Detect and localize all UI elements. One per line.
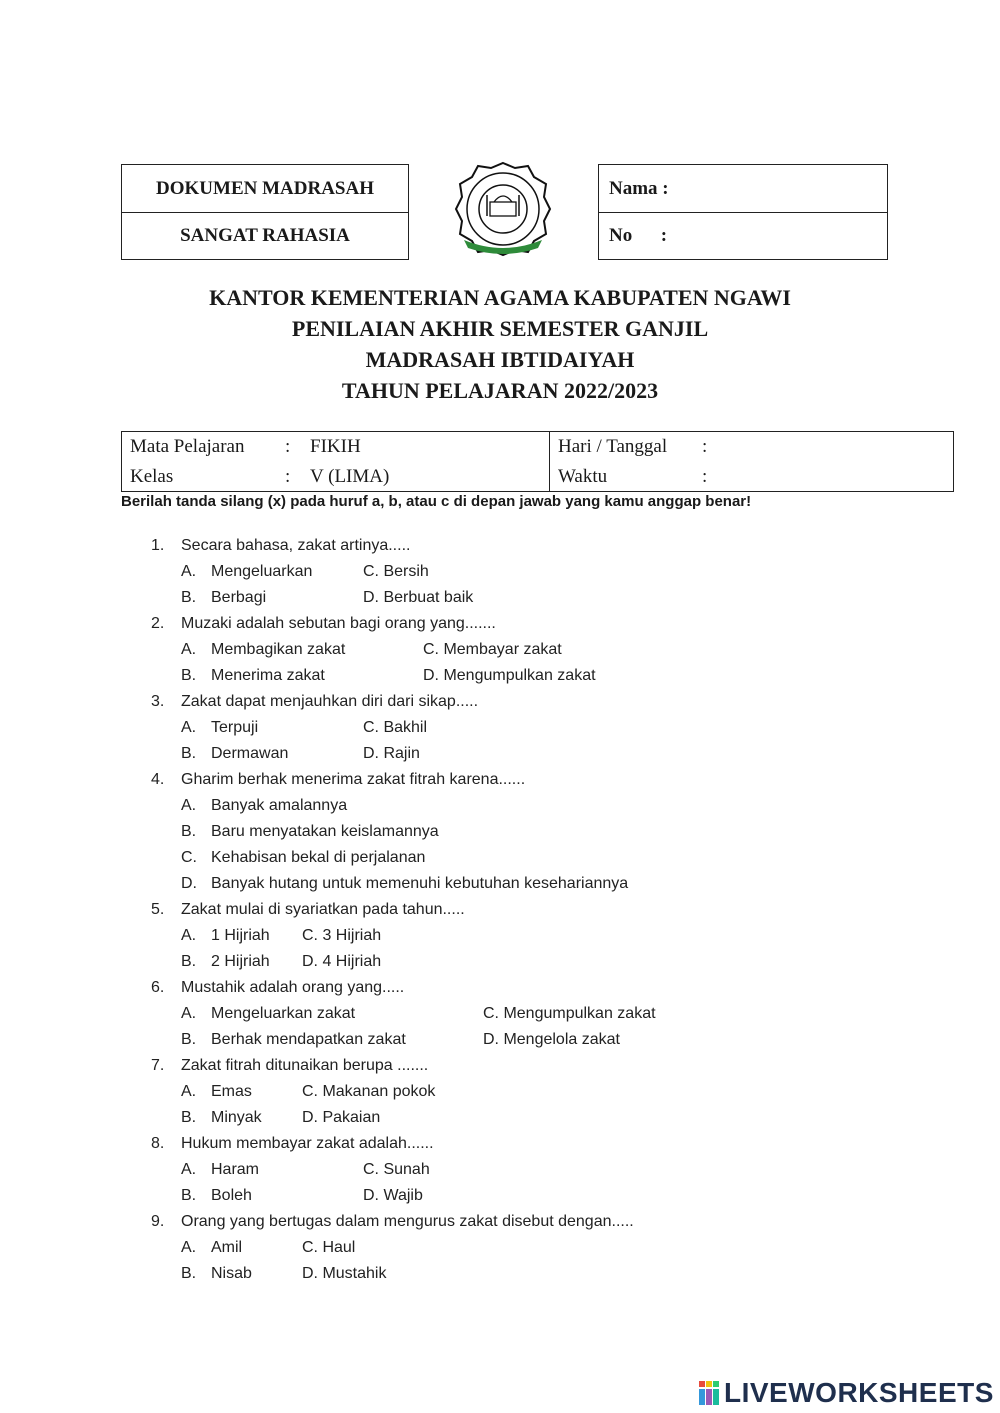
option-text: D. Mengumpulkan zakat (423, 667, 596, 684)
option-text: C. Sunah (363, 1161, 430, 1178)
option-text: Mengeluarkan zakat (211, 1005, 356, 1022)
madrasah-logo-icon (452, 160, 554, 258)
option-text: Berhak mendapatkan zakat (211, 1031, 406, 1048)
option-letter: A. (181, 563, 197, 580)
option-letter: A. (181, 1005, 197, 1022)
question-text: Muzaki adalah sebutan bagi orang yang....... (181, 615, 496, 632)
option-text: Minyak (211, 1109, 262, 1126)
option-letter: A. (181, 797, 197, 814)
option-text: D. 4 Hijriah (302, 953, 382, 970)
liveworksheets-logo-icon (698, 1379, 720, 1407)
kelas-value: V (LIMA) (310, 466, 390, 487)
option-text: D. Rajin (363, 745, 420, 762)
option-letter: D. (181, 875, 197, 892)
no-field[interactable]: No : (599, 212, 887, 259)
question-text: Hukum membayar zakat adalah...... (181, 1135, 434, 1152)
title-line-4: TAHUN PELAJARAN 2022/2023 (341, 378, 659, 403)
waktu-colon: : (702, 466, 708, 487)
question-text: Mustahik adalah orang yang..... (181, 979, 405, 996)
document-label-box (121, 164, 409, 260)
title-line-3: MADRASAH IBTIDAIYAH (365, 347, 635, 372)
option-text: D. Wajib (363, 1187, 423, 1204)
question-text: Gharim berhak menerima zakat fitrah karena...... (181, 771, 526, 788)
option-text: Emas (211, 1083, 252, 1100)
option-text: Amil (211, 1239, 243, 1256)
option-letter: B. (181, 589, 197, 606)
option-letter: C. (181, 849, 197, 866)
option-text: Berbagi (211, 589, 267, 606)
option-text: Boleh (211, 1187, 252, 1204)
mapel-value: FIKIH (310, 436, 361, 457)
question-number: 4. (151, 771, 165, 788)
option-text: 1 Hijriah (211, 927, 270, 944)
waktu-label: Waktu (558, 466, 608, 487)
option-letter: A. (181, 719, 197, 736)
table-divider (549, 432, 550, 491)
liveworksheets-brand (698, 1377, 994, 1409)
option-text: Mengeluarkan (211, 563, 313, 580)
doc-type-label: DOKUMEN MADRASAH (156, 177, 374, 199)
option-text: D. Mengelola zakat (483, 1031, 620, 1048)
kelas-label: Kelas (130, 466, 174, 487)
brand-text: LIVEWORKSHEETS (724, 1377, 994, 1408)
option-text: C. Bakhil (363, 719, 428, 736)
option-text: C. Membayar zakat (423, 641, 562, 658)
question-number: 2. (151, 615, 165, 632)
question-number: 9. (151, 1213, 165, 1230)
question-number: 1. (151, 537, 165, 554)
option-letter: B. (181, 745, 197, 762)
option-text: C. Haul (302, 1239, 356, 1256)
option-text: 2 Hijriah (211, 953, 270, 970)
option-letter: A. (181, 927, 197, 944)
option-text: Baru menyatakan keislamannya (211, 823, 439, 840)
question-number: 8. (151, 1135, 165, 1152)
option-text: C. Bersih (363, 563, 429, 580)
option-text: C. Makanan pokok (302, 1083, 436, 1100)
hari-colon: : (702, 436, 708, 457)
question-text: Orang yang bertugas dalam mengurus zakat disebut dengan..... (181, 1213, 634, 1230)
instruction-text: Berilah tanda silang (x) pada huruf a, b, atau c di depan jawab yang kamu anggap benar! (121, 493, 752, 510)
option-text: Banyak hutang untuk memenuhi kebutuhan kesehariannya (211, 875, 629, 892)
student-info-box (598, 164, 888, 260)
question-text: Secara bahasa, zakat artinya..... (181, 537, 411, 554)
option-letter: A. (181, 1239, 197, 1256)
option-letter: B. (181, 1265, 197, 1282)
question-number: 3. (151, 693, 165, 710)
question-number: 7. (151, 1057, 165, 1074)
option-text: Menerima zakat (211, 667, 325, 684)
option-text: Kehabisan bekal di perjalanan (211, 849, 426, 866)
subject-info-table (121, 431, 954, 492)
option-text: C. 3 Hijriah (302, 927, 382, 944)
option-text: Terpuji (211, 719, 259, 736)
option-letter: A. (181, 1083, 197, 1100)
option-text: Membagikan zakat (211, 641, 346, 658)
option-text: Dermawan (211, 745, 289, 762)
option-letter: B. (181, 1109, 197, 1126)
title-line-1: KANTOR KEMENTERIAN AGAMA KABUPATEN NGAWI (209, 285, 791, 310)
option-text: D. Pakaian (302, 1109, 381, 1126)
option-text: Haram (211, 1161, 260, 1178)
question-number: 5. (151, 901, 165, 918)
hari-label: Hari / Tanggal (558, 436, 668, 457)
question-text: Zakat dapat menjauhkan diri dari sikap..... (181, 693, 479, 710)
option-text: D. Mustahik (302, 1265, 387, 1282)
title-line-2: PENILAIAN AKHIR SEMESTER GANJIL (291, 316, 709, 341)
question-text: Zakat mulai di syariatkan pada tahun..... (181, 901, 465, 918)
option-text: D. Berbuat baik (363, 589, 474, 606)
nama-field[interactable]: Nama : (609, 177, 669, 199)
option-text: Banyak amalannya (211, 797, 348, 814)
kelas-colon: : (285, 466, 291, 487)
option-letter: A. (181, 641, 197, 658)
option-letter: B. (181, 667, 197, 684)
mapel-label: Mata Pelajaran (130, 436, 245, 457)
option-letter: A. (181, 1161, 197, 1178)
exam-title (0, 282, 1000, 406)
question-number: 6. (151, 979, 165, 996)
option-letter: B. (181, 953, 197, 970)
option-text: C. Mengumpulkan zakat (483, 1005, 656, 1022)
option-letter: B. (181, 823, 197, 840)
option-letter: B. (181, 1031, 197, 1048)
option-text: Nisab (211, 1265, 252, 1282)
question-text: Zakat fitrah ditunaikan berupa ....... (181, 1057, 429, 1074)
option-letter: B. (181, 1187, 197, 1204)
secrecy-label: SANGAT RAHASIA (122, 212, 408, 259)
mapel-colon: : (285, 436, 291, 457)
